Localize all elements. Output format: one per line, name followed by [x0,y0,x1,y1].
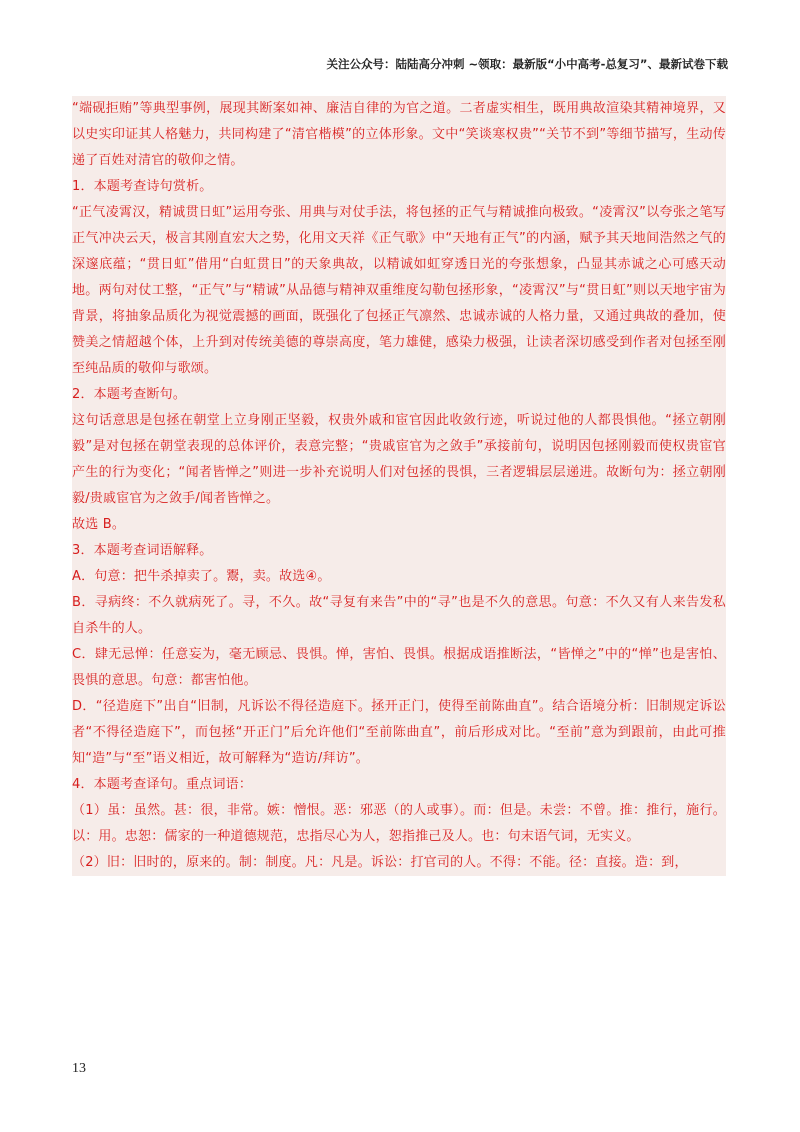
paragraph-q2-title: 2．本题考查断句。 [72,387,187,402]
paragraph-q4-part2: （2）旧：旧时的，原来的。制：制度。凡：凡是。诉讼：打官司的人。不得：不能。径：直接。造：到， [72,855,688,870]
paragraph-q1-title: 1．本题考查诗句赏析。 [72,179,213,194]
paragraph-q4-title: 4．本题考查译句。重点词语： [72,777,253,792]
paragraph-q3-option-a: A．句意：把牛杀掉卖了。鬻，卖。故选④。 [72,569,331,584]
page-number: 13 [72,1061,86,1076]
paragraph-q1-analysis: “正气凌霄汉，精诚贯日虹”运用夸张、用典与对仗手法，将包拯的正气与精诚推向极致。“凌霄汉”以夸张之笔写正气冲决云天，极言其刚直宏大之势，化用文天祥《正气歌》中“天地有正气”的内涵，赋予其天地间浩然之气的深邃底蕴；“贯日虹”借用“白虹贯日”的天象典故，以精诚如虹穿透日光的夸张想象，凸显其赤诚之心可感天动地。两句对仗工整，“正气”与“精诚”从品德与精神双重维度勾勒包拯形象，“凌霄汉”与“贯日虹”则以天地宇宙为背景，将抽象品质化为视觉震撼的画面，既强化了包拯正气凛然、忠诚赤诚的人格力量，又通过典故的叠加，使赞美之情超越个体，上升到对传统美德的尊崇高度，笔力雄健，感染力极强，让读者深切感受到作者对包拯至刚至纯品质的敬仰与歌颂。 [72,205,726,376]
paragraph-q2-answer: 故选 B。 [72,517,126,532]
paragraph-q3-option-b: B．寻病终：不久就病死了。寻，不久。故“寻复有来告”中的“寻”也是不久的意思。句意：不久又有人来告发私自杀牛的人。 [72,595,726,636]
paragraph-q3-option-c: C．肆无忌惮：任意妄为，毫无顾忌、畏惧。惮，害怕、畏惧。根据成语推断法，“皆惮之”中的“惮”也是害怕、畏惧的意思。句意：都害怕他。 [72,647,726,688]
paragraph-q3-option-d: D．“径造庭下”出自“旧制，凡诉讼不得径造庭下。拯开正门，使得至前陈曲直”。结合语境分析：旧制规定诉讼者“不得径造庭下”，而包拯“开正门”后允许他们“至前陈曲直”，前后形成对比。“至前”意为到跟前，由此可推知“造”与“至”语义相近，故可解释为“造访/拜访”。 [72,699,726,766]
page-header: 关注公众号：陆陆高分冲刺 ~领取：最新版“小中高考-总复习”、最新试卷下载 [326,57,728,71]
paragraph-q4-part1: （1）虽：虽然。甚：很，非常。嫉：憎恨。恶：邪恶（的人或事）。而：但是。未尝：不曾。推：推行，施行。以：用。忠恕：儒家的一种道德规范，忠指尽心为人，恕指推己及人。也：句末语气词，无实义。 [72,803,726,844]
paragraph-q2-analysis: 这句话意思是包拯在朝堂上立身刚正坚毅，权贵外戚和宦官因此收敛行迹，听说过他的人都畏惧他。“拯立朝刚毅”是对包拯在朝堂表现的总体评价，表意完整；“贵戚宦官为之敛手”承接前句，说明因包拯刚毅而使权贵宦官产生的行为变化；“闻者皆惮之”则进一步补充说明人们对包拯的畏惧，三者逻辑层层递进。故断句为：拯立朝刚毅/贵戚宦官为之敛手/闻者皆惮之。 [72,413,726,506]
answer-analysis-block [72,96,726,876]
paragraph-q3-title: 3．本题考查词语解释。 [72,543,213,558]
paragraph-intro: “端砚拒贿”等典型事例，展现其断案如神、廉洁自律的为官之道。二者虚实相生，既用典故渲染其精神境界，又以史实印证其人格魅力，共同构建了“清官楷模”的立体形象。文中“笑谈寒权贵”“关节不到”等细节描写，生动传递了百姓对清官的敬仰之情。 [72,101,726,168]
